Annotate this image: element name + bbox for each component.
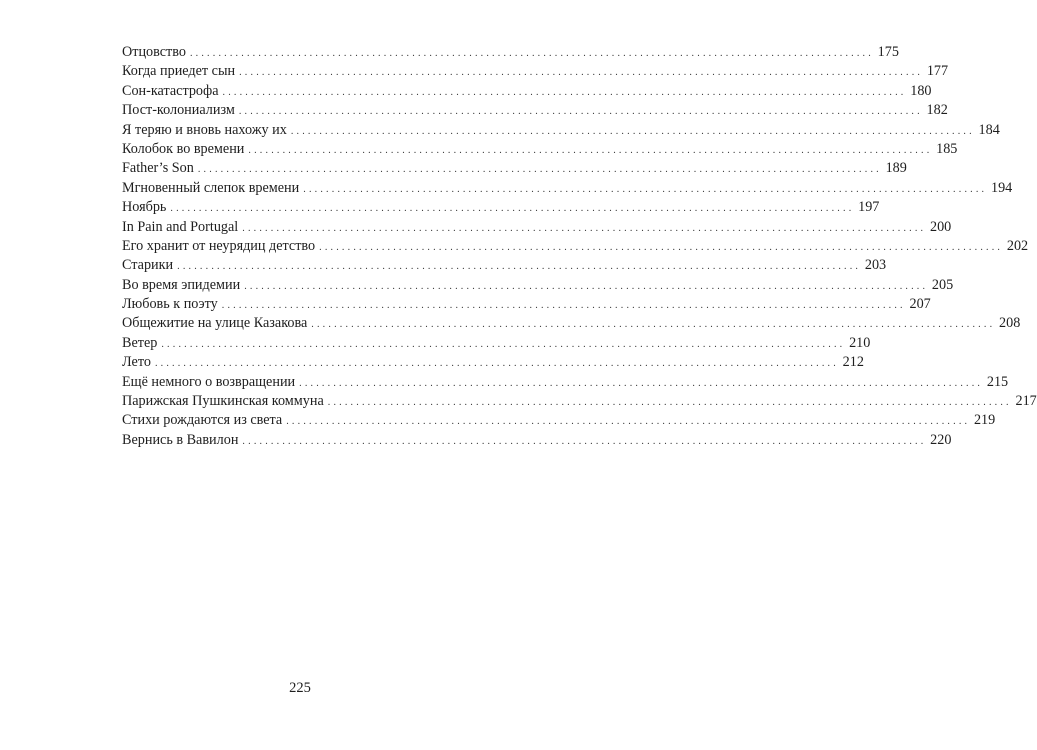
toc-entry-page: 194: [990, 179, 1013, 196]
toc-entry: [122, 334, 871, 353]
toc-entry-title: Пост-колониализм: [122, 102, 235, 119]
toc-entry-page: 220: [930, 431, 952, 448]
toc-entry-title: Ветер: [122, 334, 158, 351]
toc-entry: [122, 82, 932, 101]
toc-entry-title: Мгновенный слепок времени: [122, 179, 300, 196]
toc-entry: [122, 353, 864, 372]
toc-entry: [122, 431, 952, 450]
toc-entry-page: 177: [926, 63, 949, 80]
toc-entry-page: 200: [929, 218, 952, 235]
toc-entry-page: 180: [910, 82, 932, 99]
toc-entry-title: Когда приедет сын: [122, 63, 236, 80]
dot-leader: ........................................................................................................................: [319, 241, 1004, 253]
toc-entry-title: In Pain and Portugal: [122, 218, 239, 235]
toc-entry-page: 197: [858, 199, 880, 216]
toc-entry-page: 217: [1015, 393, 1037, 410]
toc-entry-title: Старики: [122, 257, 174, 274]
toc-entry-page: 210: [849, 334, 871, 351]
toc-entry-title: Во время эпидемии: [122, 276, 241, 293]
toc-entry-page: 185: [936, 140, 958, 157]
toc-entry-page: 189: [885, 160, 907, 177]
toc-entry: [122, 43, 899, 62]
toc-entry-page: 203: [864, 257, 887, 274]
dot-leader: ........................................................................................................................: [239, 67, 924, 79]
dot-leader: ........................................................................................................................: [242, 435, 927, 447]
dot-leader: ........................................................................................................................: [290, 125, 975, 137]
toc-entry: [122, 101, 948, 120]
toc-entry-title: Общежитие на улице Казакова: [122, 315, 308, 332]
page-number: 225: [289, 680, 311, 696]
dot-leader: ........................................................................................................................: [238, 106, 923, 118]
dot-leader: ........................................................................................................................: [221, 300, 906, 312]
toc-entry-title: Отцовство: [122, 44, 186, 60]
toc-entry: [122, 373, 1009, 392]
toc-entry: [122, 276, 954, 295]
toc-entry: [122, 179, 1013, 198]
toc-entry-page: 205: [931, 276, 954, 293]
toc-entry: [122, 121, 1000, 140]
toc-entry-page: 202: [1006, 237, 1029, 254]
dot-leader: ........................................................................................................................: [161, 338, 846, 350]
toc-entry-page: 212: [842, 354, 864, 371]
toc-entry: [122, 314, 1021, 333]
toc-entry-title: Father’s Son: [122, 160, 194, 177]
toc-entry: [122, 295, 931, 314]
toc-entry-title: Ещё немного о возвращении: [122, 373, 296, 390]
toc-entry-title: Стихи рождаются из света: [122, 412, 283, 429]
toc-entry: [122, 140, 958, 159]
toc-entry-page: 182: [926, 102, 948, 119]
toc-entry: [122, 62, 949, 81]
toc-entry-title: Его хранит от неурядиц детство: [122, 237, 316, 254]
dot-leader: ........................................................................................................................: [286, 416, 971, 428]
toc-entry-title: Я теряю и вновь нахожу их: [122, 121, 287, 138]
toc-entry-page: 175: [877, 44, 899, 60]
dot-leader: ........................................................................................................................: [311, 319, 996, 331]
table-of-contents: [122, 43, 1037, 450]
dot-leader: ........................................................................................................................: [197, 164, 882, 176]
dot-leader: ........................................................................................................................: [222, 86, 907, 98]
toc-entry-page: 208: [999, 315, 1021, 332]
toc-entry: [122, 159, 907, 178]
dot-leader: ........................................................................................................................: [303, 183, 988, 195]
toc-entry-title: Вернись в Вавилон: [122, 431, 239, 448]
dot-leader: ........................................................................................................................: [327, 397, 1012, 409]
toc-entry-title: Любовь к поэту: [122, 296, 218, 313]
dot-leader: ........................................................................................................................: [154, 358, 839, 370]
toc-entry-page: 219: [973, 412, 996, 429]
toc-entry-title: Лето: [122, 354, 151, 371]
dot-leader: ........................................................................................................................: [248, 144, 933, 156]
toc-entry-title: Сон-катастрофа: [122, 82, 219, 99]
toc-entry: [122, 256, 887, 275]
toc-entry: [122, 198, 880, 217]
toc-entry: [122, 392, 1037, 411]
toc-entry-title: Колобок во времени: [122, 140, 245, 157]
dot-leader: ........................................................................................................................: [244, 280, 929, 292]
toc-entry-title: Ноябрь: [122, 199, 167, 216]
toc-entry-page: 207: [909, 296, 931, 313]
dot-leader: ........................................................................................................................: [299, 377, 984, 389]
toc-entry: [122, 237, 1029, 256]
dot-leader: ........................................................................................................................: [177, 261, 862, 273]
toc-entry-title: Парижская Пушкинская коммуна: [122, 393, 324, 410]
toc-entry-page: 184: [978, 121, 1000, 138]
toc-entry-page: 215: [986, 373, 1009, 390]
dot-leader: ........................................................................................................................: [242, 222, 927, 234]
toc-entry: [122, 218, 952, 237]
dot-leader: ........................................................................................................................: [189, 48, 874, 59]
dot-leader: ........................................................................................................................: [170, 203, 855, 215]
toc-entry: [122, 411, 996, 430]
